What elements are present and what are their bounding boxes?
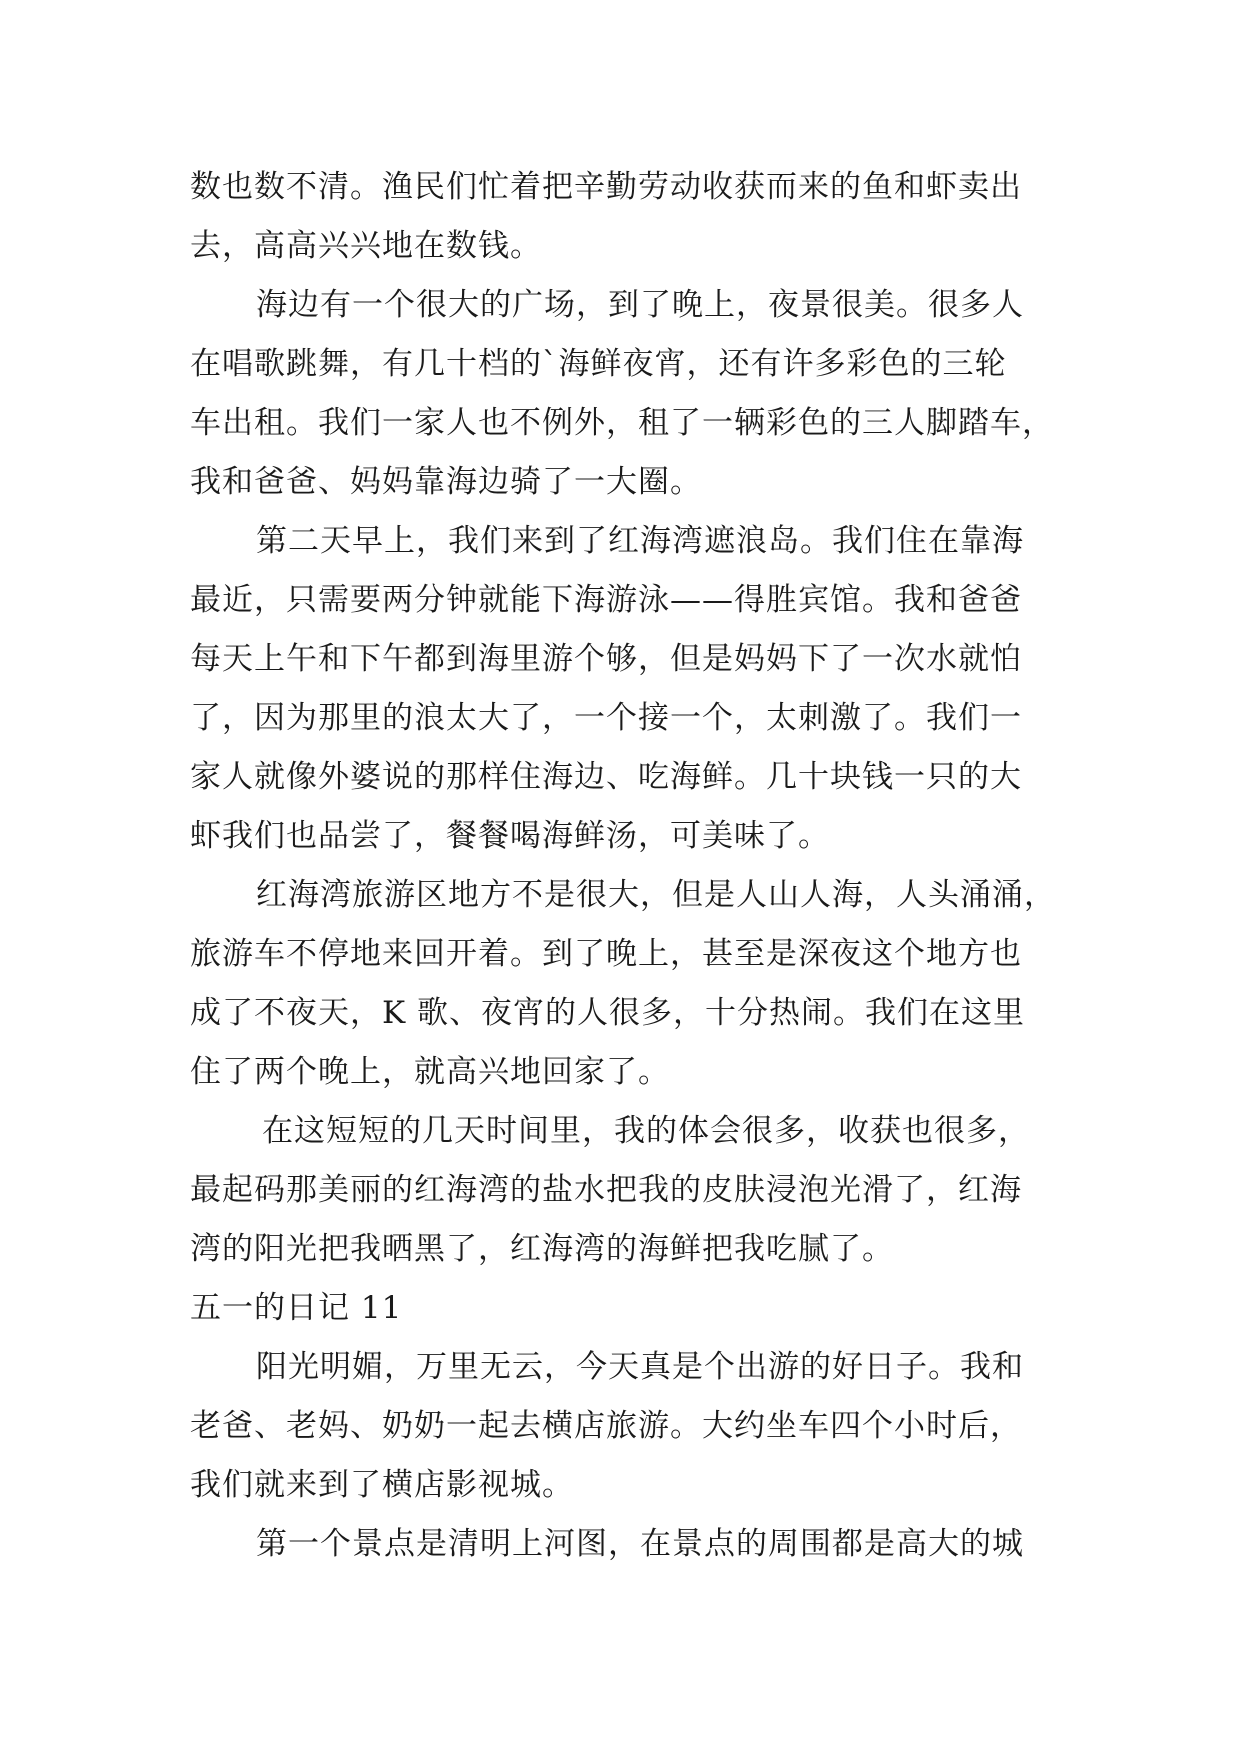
paragraph-line: 虾我们也品尝了，餐餐喝海鲜汤，可美味了。: [190, 818, 830, 854]
paragraph-line: 我们就来到了横店影视城。: [190, 1467, 574, 1503]
paragraph-line: 最近，只需要两分钟就能下海游泳——得胜宾馆。我和爸爸: [190, 582, 1022, 618]
section-heading: 五一的日记 11: [190, 1290, 403, 1326]
document-body: [190, 158, 1070, 1574]
paragraph-line: 每天上午和下午都到海里游个够，但是妈妈下了一次水就怕: [190, 641, 1022, 677]
paragraph-line: 我和爸爸、妈妈靠海边骑了一大圈。: [190, 464, 702, 500]
paragraph-line: 家人就像外婆说的那样住海边、吃海鲜。几十块钱一只的大: [190, 759, 1022, 795]
paragraph-line: 湾的阳光把我晒黑了，红海湾的海鲜把我吃腻了。: [190, 1231, 894, 1267]
paragraph-line: 在唱歌跳舞，有几十档的`海鲜夜宵，还有许多彩色的三轮: [190, 346, 1007, 382]
paragraph-line: 阳光明媚，万里无云，今天真是个出游的好日子。我和: [256, 1349, 1024, 1385]
paragraph-line: 了，因为那里的浪太大了，一个接一个，太刺激了。我们一: [190, 700, 1022, 736]
paragraph-line: 去，高高兴兴地在数钱。: [190, 228, 542, 264]
paragraph-line: 在这短短的几天时间里，我的体会很多，收获也很多，: [262, 1113, 1030, 1149]
paragraph-line: 第二天早上，我们来到了红海湾遮浪岛。我们住在靠海: [256, 523, 1024, 559]
paragraph-line: 第一个景点是清明上河图，在景点的周围都是高大的城: [256, 1526, 1024, 1562]
paragraph-line: 海边有一个很大的广场，到了晚上，夜景很美。很多人: [256, 287, 1024, 323]
paragraph-line: 最起码那美丽的红海湾的盐水把我的皮肤浸泡光滑了，红海: [190, 1172, 1022, 1208]
paragraph-line: 成了不夜天，K 歌、夜宵的人很多，十分热闹。我们在这里: [190, 995, 1026, 1031]
paragraph-line: 红海湾旅游区地方不是很大，但是人山人海，人头涌涌，: [256, 877, 1056, 913]
paragraph-line: 旅游车不停地来回开着。到了晚上，甚至是深夜这个地方也: [190, 936, 1022, 972]
paragraph-line: 住了两个晚上，就高兴地回家了。: [190, 1054, 670, 1090]
paragraph-line: 老爸、老妈、奶奶一起去横店旅游。大约坐车四个小时后，: [190, 1408, 1022, 1444]
paragraph-line: 车出租。我们一家人也不例外，租了一辆彩色的三人脚踏车，: [190, 405, 1054, 441]
paragraph-line: 数也数不清。渔民们忙着把辛勤劳动收获而来的鱼和虾卖出: [190, 169, 1022, 205]
